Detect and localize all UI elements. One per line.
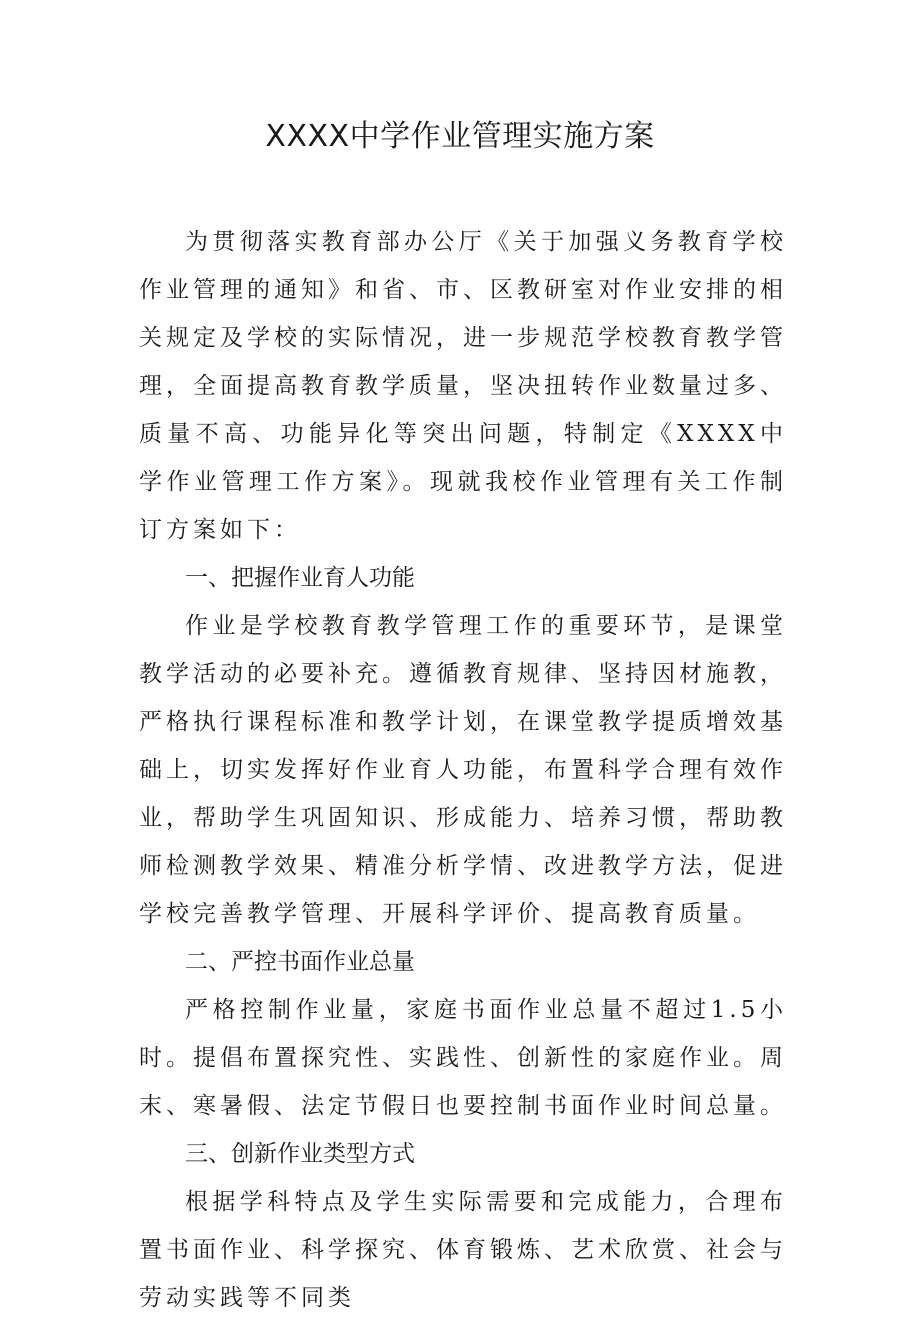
section-2-paragraph: 严格控制作业量，家庭书面作业总量不超过1.5小时。提倡布置探究性、实践性、创新性的家庭作业。周末、寒暑假、法定节假日也要控制书面作业时间总量。 [139, 997, 787, 1119]
document-body [139, 218, 787, 1322]
section-3-heading: 三、创新作业类型方式 [185, 1141, 415, 1167]
document-title: XXXX中学作业管理实施方案 [265, 119, 655, 154]
section-1-paragraph: 作业是学校教育教学管理工作的重要环节，是课堂教学活动的必要补充。遵循教育规律、坚持因材施教，严格执行课程标准和教学计划，在课堂教学提质增效基础上，切实发挥好作业育人功能，布置科学合理有效作业，帮助学生巩固知识、形成能力、培养习惯，帮助教师检测教学效果、精准分析学情、改进教学方法，促进学校完善教学管理、开展科学评价、提高教育质量。 [139, 613, 787, 927]
section-1-heading: 一、把握作业育人功能 [185, 565, 415, 591]
section-3-paragraph: 根据学科特点及学生实际需要和完成能力，合理布置书面作业、科学探究、体育锻炼、艺术欣赏、社会与劳动实践等不同类 [139, 1189, 787, 1311]
intro-paragraph: 为贯彻落实教育部办公厅《关于加强义务教育学校作业管理的通知》和省、市、区教研室对作业安排的相关规定及学校的实际情况，进一步规范学校教育教学管理，全面提高教育教学质量，坚决扭转作业数量过多、质量不高、功能异化等突出问题，特制定《XXXX中学作业管理工作方案》。现就我校作业管理有关工作制订方案如下： [139, 229, 787, 543]
section-2-heading: 二、严控书面作业总量 [185, 949, 415, 975]
